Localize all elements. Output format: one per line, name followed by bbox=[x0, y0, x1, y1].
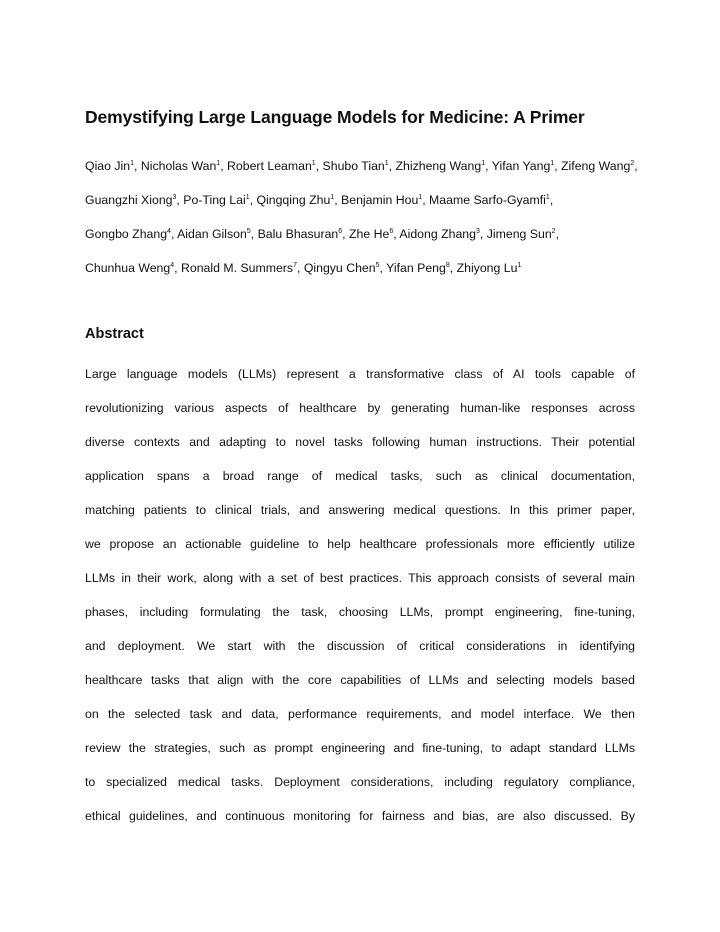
affiliation-marker: 1 bbox=[130, 160, 135, 167]
affiliation-marker: 1 bbox=[384, 160, 389, 167]
affiliation-marker: 1 bbox=[245, 194, 250, 201]
affiliation-marker: 1 bbox=[545, 194, 550, 201]
author-name: Maame Sarfo-Gyamfi bbox=[429, 193, 546, 207]
abstract-line: ethical guidelines, and continuous monitoring for fairness and bias, are also discussed. By bbox=[85, 809, 635, 823]
affiliation-marker: 2 bbox=[630, 160, 635, 167]
affiliation-marker: 1 bbox=[216, 160, 221, 167]
affiliation-marker: 4 bbox=[170, 262, 175, 269]
author-name: Qingqing Zhu bbox=[256, 193, 331, 207]
author-name: Benjamin Hou bbox=[341, 193, 419, 207]
affiliation-marker: 1 bbox=[330, 194, 335, 201]
abstract-line: phases, including formulating the task, choosing LLMs, prompt engineering, fine-tuning, bbox=[85, 605, 635, 619]
author-name: Aidan Gilson bbox=[177, 227, 247, 241]
author-name: Zifeng Wang bbox=[561, 159, 631, 173]
author-name: Aidong Zhang bbox=[399, 227, 476, 241]
abstract-heading: Abstract bbox=[85, 326, 144, 342]
affiliation-marker: 2 bbox=[551, 228, 556, 235]
author-name: Nicholas Wan bbox=[140, 159, 217, 173]
affiliation-marker: 6 bbox=[389, 228, 394, 235]
affiliation-marker: 3 bbox=[172, 194, 177, 201]
abstract-line: application spans a broad range of medical tasks, such as clinical documentation, bbox=[85, 469, 635, 483]
author-list: Qiao Jin$^1$, Nicholas Wan$^1$, Robert Leaman$^1$, Shubo Tian$^1$, Zhizheng Wang$^1$, Yifan Yang$^1$, Zifeng Wang$^2$, Guangzhi Xiong$^3$, Po-Ting Lai$^1$, Qingqing Zhu$^1$, Benjamin Hou$^1$, Maame Sarfo-Gyamfi$^1$, Gongbo Zhang$^4$, Aidan Gilson$^5$, Balu Bhasuran$^6$, Zhe He$^6$, Aidong Zhang$^3$, Jimeng Sun$^2$, Chunhua Weng$^4$, Ronald M. Summers$^7$, Qingyu Chen$^5$, Yifan Peng$^8$, Zhiyong Lu$^1$ bbox=[85, 159, 638, 275]
author-name: Zhe He bbox=[349, 227, 390, 241]
abstract-line: on the selected task and data, performance requirements, and model interface. We then bbox=[85, 707, 635, 721]
author-name: Zhizheng Wang bbox=[395, 159, 482, 173]
affiliation-marker: 4 bbox=[167, 228, 171, 235]
abstract-line: revolutionizing various aspects of healthcare by generating human-like responses across bbox=[85, 401, 635, 415]
abstract-line: review the strategies, such as prompt engineering and fine-tuning, to adapt standard LLMs bbox=[85, 741, 635, 755]
abstract-line: healthcare tasks that align with the core capabilities of LLMs and selecting models based bbox=[85, 673, 635, 687]
author-name: Jimeng Sun bbox=[486, 227, 552, 241]
affiliation-marker: 1 bbox=[311, 160, 316, 167]
author-name: Yifan Yang bbox=[491, 159, 551, 173]
abstract-line: and deployment. We start with the discussion of critical considerations in identifying bbox=[85, 639, 635, 653]
abstract-line: diverse contexts and adapting to novel tasks following human instructions. Their potential bbox=[85, 435, 635, 449]
affiliation-marker: 1 bbox=[418, 194, 423, 201]
affiliation-marker: 1 bbox=[517, 262, 522, 269]
abstract-line: to specialized medical tasks. Deployment considerations, including regulatory compliance, bbox=[85, 775, 635, 789]
author-name: Ronald M. Summers bbox=[180, 261, 294, 275]
author-name: Gongbo Zhang bbox=[85, 227, 168, 241]
author-name: Chunhua Weng bbox=[85, 261, 171, 275]
author-name: Guangzhi Xiong bbox=[85, 193, 173, 207]
affiliation-marker: 5 bbox=[375, 262, 380, 269]
author-name: Qingyu Chen bbox=[303, 261, 376, 275]
affiliation-marker: 7 bbox=[293, 262, 297, 269]
author-name: Yifan Peng bbox=[386, 261, 446, 275]
abstract-line: we propose an actionable guideline to help healthcare professionals more efficiently utilize bbox=[85, 537, 635, 551]
author-name: Zhiyong Lu bbox=[456, 261, 518, 275]
author-name: Qiao Jin bbox=[85, 159, 131, 173]
affiliation-marker: 1 bbox=[550, 160, 555, 167]
author-name: Robert Leaman bbox=[227, 159, 312, 173]
affiliation-marker: 5 bbox=[246, 228, 251, 235]
abstract-line: matching patients to clinical trials, and answering medical questions. In this primer paper, bbox=[85, 503, 635, 517]
affiliation-marker: 6 bbox=[338, 228, 343, 235]
author-name: Shubo Tian bbox=[322, 159, 385, 173]
affiliation-marker: 1 bbox=[481, 160, 486, 167]
author-name: Po-Ting Lai bbox=[183, 193, 246, 207]
paper-title: Demystifying Large Language Models for Medicine: A Primer bbox=[85, 107, 585, 127]
abstract-line: LLMs in their work, along with a set of best practices. This approach consists of several main bbox=[85, 571, 635, 585]
affiliation-marker: 8 bbox=[445, 262, 450, 269]
abstract-body bbox=[85, 363, 635, 839]
abstract-line: Large language models (LLMs) represent a transformative class of AI tools capable of bbox=[85, 367, 635, 381]
affiliation-marker: 3 bbox=[475, 228, 480, 235]
author-name: Balu Bhasuran bbox=[257, 227, 339, 241]
